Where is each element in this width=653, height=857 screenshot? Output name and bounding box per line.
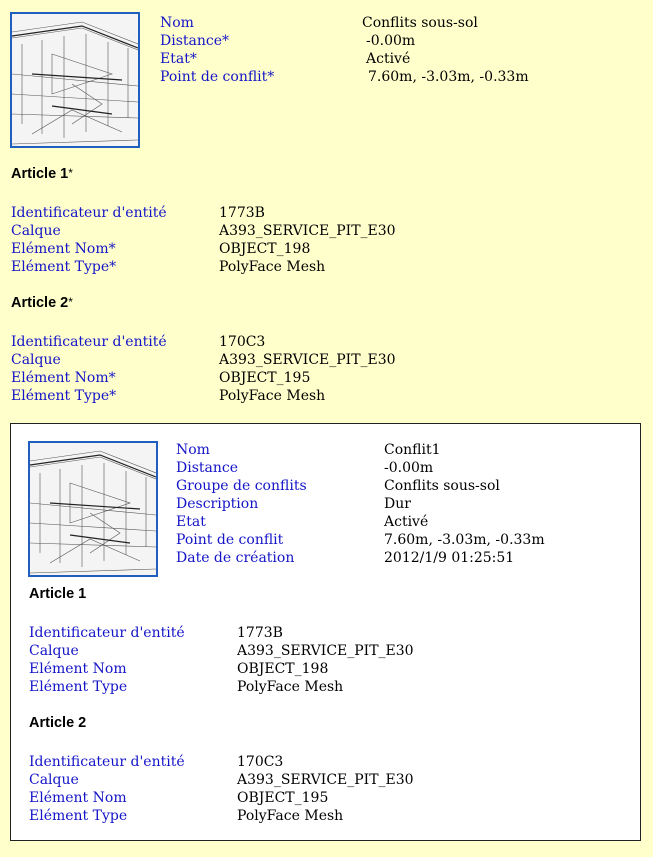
item-mark: * [68,166,73,180]
field-value: 170C3 [219,334,266,350]
item-field [11,204,471,222]
item-field [11,387,471,405]
field-value: 1773B [237,625,283,641]
field-value: OBJECT_198 [219,241,311,257]
summary-field-status [160,50,640,68]
field-label: Calque [29,772,79,788]
field-label: Elément Nom* [11,370,116,386]
item-title: Article 2 [29,715,87,731]
summary-properties [160,14,640,86]
field-value: PolyFace Mesh [237,808,344,824]
field-value: 170C3 [237,754,284,770]
field-label: Elément Nom [29,661,127,677]
item-field [29,642,489,660]
item-field [11,351,471,369]
field-label: Identificateur d'entité [11,334,167,350]
field-label: Point de conflit* [160,69,275,85]
field-value: Dur [384,496,411,512]
field-value: OBJECT_195 [219,370,311,386]
field-label: Nom [160,15,194,31]
field-value: PolyFace Mesh [219,259,326,275]
field-value: A393_SERVICE_PIT_E30 [219,223,396,239]
item-title: Article 1 [29,586,87,602]
field-label: Date de création [176,550,295,566]
field-value: OBJECT_198 [237,661,329,677]
item-field [11,222,471,240]
item-field [29,789,489,807]
summary-field-distance [160,32,640,50]
item-field [11,369,471,387]
field-value: A393_SERVICE_PIT_E30 [237,772,414,788]
item-field [29,624,489,642]
summary-item2-heading [11,295,73,311]
conflict-field-status [176,513,616,531]
field-value: PolyFace Mesh [237,679,344,695]
conflict-field-clash-point [176,531,616,549]
summary-field-clash-point [160,68,640,86]
item-field [29,807,489,825]
conflict-field-description [176,495,616,513]
field-label: Etat* [160,51,197,67]
conflict-item1-heading [29,586,86,602]
field-value: 7.60m, -3.03m, -0.33m [368,69,529,85]
summary-item2-properties [11,333,471,405]
field-value: Activé [366,51,411,67]
conflict-item2-heading [29,715,86,731]
field-value: Conflit1 [384,442,441,458]
field-label: Distance [176,460,239,476]
field-value: Activé [384,514,429,530]
conflict-item1-properties [29,624,489,696]
field-label: Elément Type [29,808,128,824]
conflict-detail-panel [10,423,641,841]
conflict-field-name [176,441,616,459]
field-label: Elément Type* [11,388,117,404]
item-field [29,771,489,789]
field-label: Distance* [160,33,230,49]
item-field [29,660,489,678]
field-value: Conflits sous-sol [384,478,500,494]
conflict-field-distance [176,459,616,477]
field-label: Etat [176,514,206,530]
field-label: Point de conflit [176,532,284,548]
field-label: Elément Nom [29,790,127,806]
field-value: OBJECT_195 [237,790,329,806]
summary-field-name [160,14,640,32]
field-label: Description [176,496,259,512]
field-value: Conflits sous-sol [362,15,478,31]
field-value: 1773B [219,205,265,221]
field-label: Calque [11,352,61,368]
wireframe-render-image [30,443,156,575]
item-field [29,678,489,696]
field-label: Identificateur d'entité [29,754,185,770]
field-label: Calque [29,643,79,659]
item-title: Article 2 [11,295,69,311]
summary-item1-heading [11,166,73,182]
conflict-properties [176,441,616,567]
field-label: Identificateur d'entité [29,625,185,641]
summary-item1-properties [11,204,471,276]
field-label: Elément Type* [11,259,117,275]
field-value: -0.00m [384,460,434,476]
item-mark: * [68,295,73,309]
field-value: PolyFace Mesh [219,388,326,404]
item-field [11,240,471,258]
field-value: 2012/1/9 01:25:51 [384,550,515,566]
conflict-item2-properties [29,753,489,825]
conflict-field-group [176,477,616,495]
field-label: Identificateur d'entité [11,205,167,221]
item-field [11,258,471,276]
wireframe-render-image [12,14,138,146]
conflict-thumbnail [28,441,158,577]
field-label: Nom [176,442,210,458]
item-field [29,753,489,771]
field-label: Elément Nom* [11,241,116,257]
conflict-field-created [176,549,616,567]
item-field [11,333,471,351]
field-label: Elément Type [29,679,128,695]
field-value: -0.00m [366,33,416,49]
field-label: Calque [11,223,61,239]
field-label: Groupe de conflits [176,478,307,494]
item-title: Article 1 [11,166,69,182]
clash-thumbnail [10,12,140,148]
field-value: A393_SERVICE_PIT_E30 [219,352,396,368]
field-value: 7.60m, -3.03m, -0.33m [384,532,545,548]
field-value: A393_SERVICE_PIT_E30 [237,643,414,659]
